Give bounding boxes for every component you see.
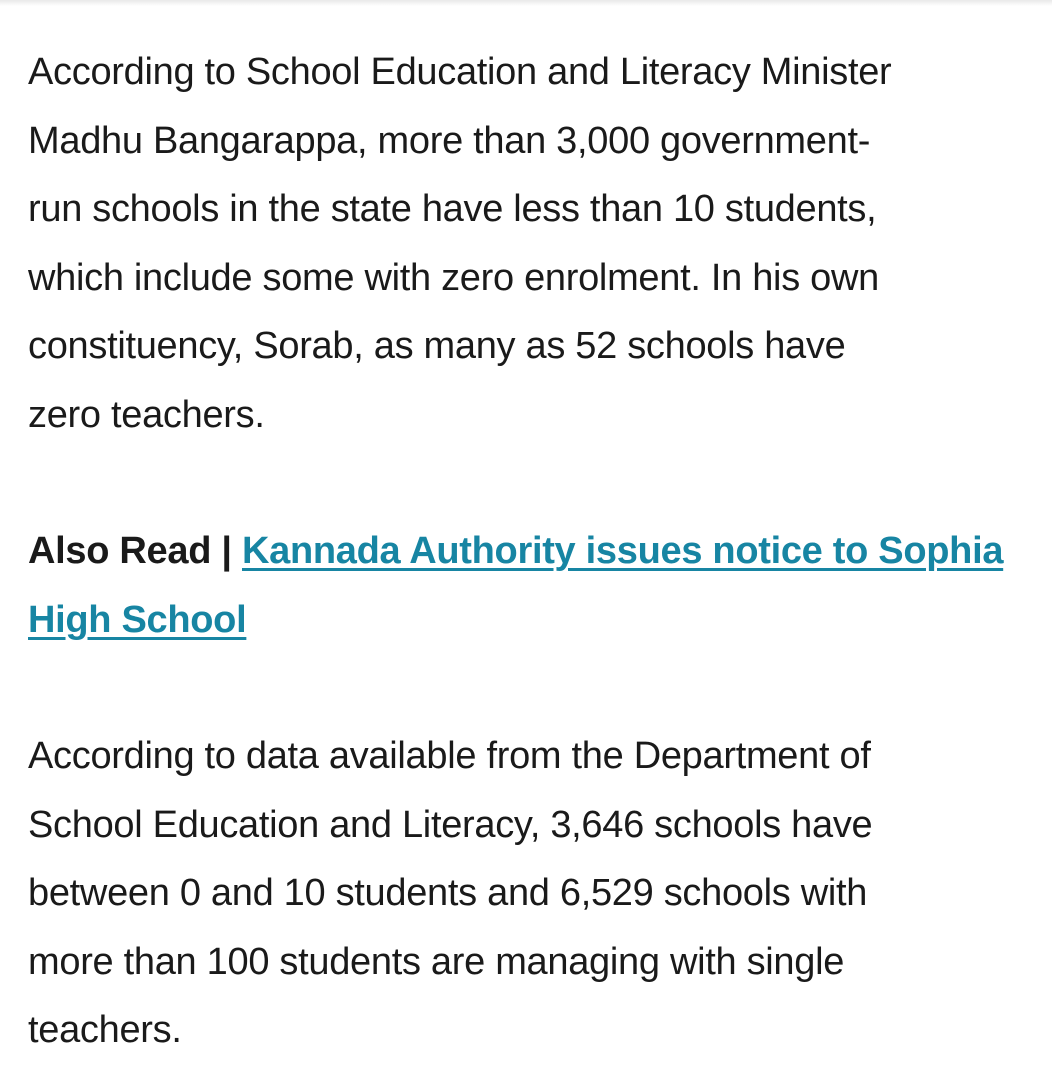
also-read-link[interactable]: Kannada Authority issues notice to Sophia High School [28, 530, 1004, 641]
article-body [28, 38, 1040, 1065]
also-read-line [28, 517, 1040, 654]
also-read-label: Also Read [28, 530, 212, 572]
also-read-separator: | [211, 530, 242, 572]
article-paragraph: According to School Education and Literacy Minister Madhu Bangarappa, more than 3,000 government- run schools in the state have less than 10 students, which include some with zero enrolment. In his own constituency, Sorab, as many as 52 schools have zero teachers. [28, 51, 892, 436]
article-paragraph: According to data available from the Department of School Education and Literacy, 3,646 schools have between 0 and 10 students and 6,529 schools with more than 100 students are managing with single teachers. [28, 735, 873, 1051]
top-shadow-divider [0, 0, 1052, 6]
